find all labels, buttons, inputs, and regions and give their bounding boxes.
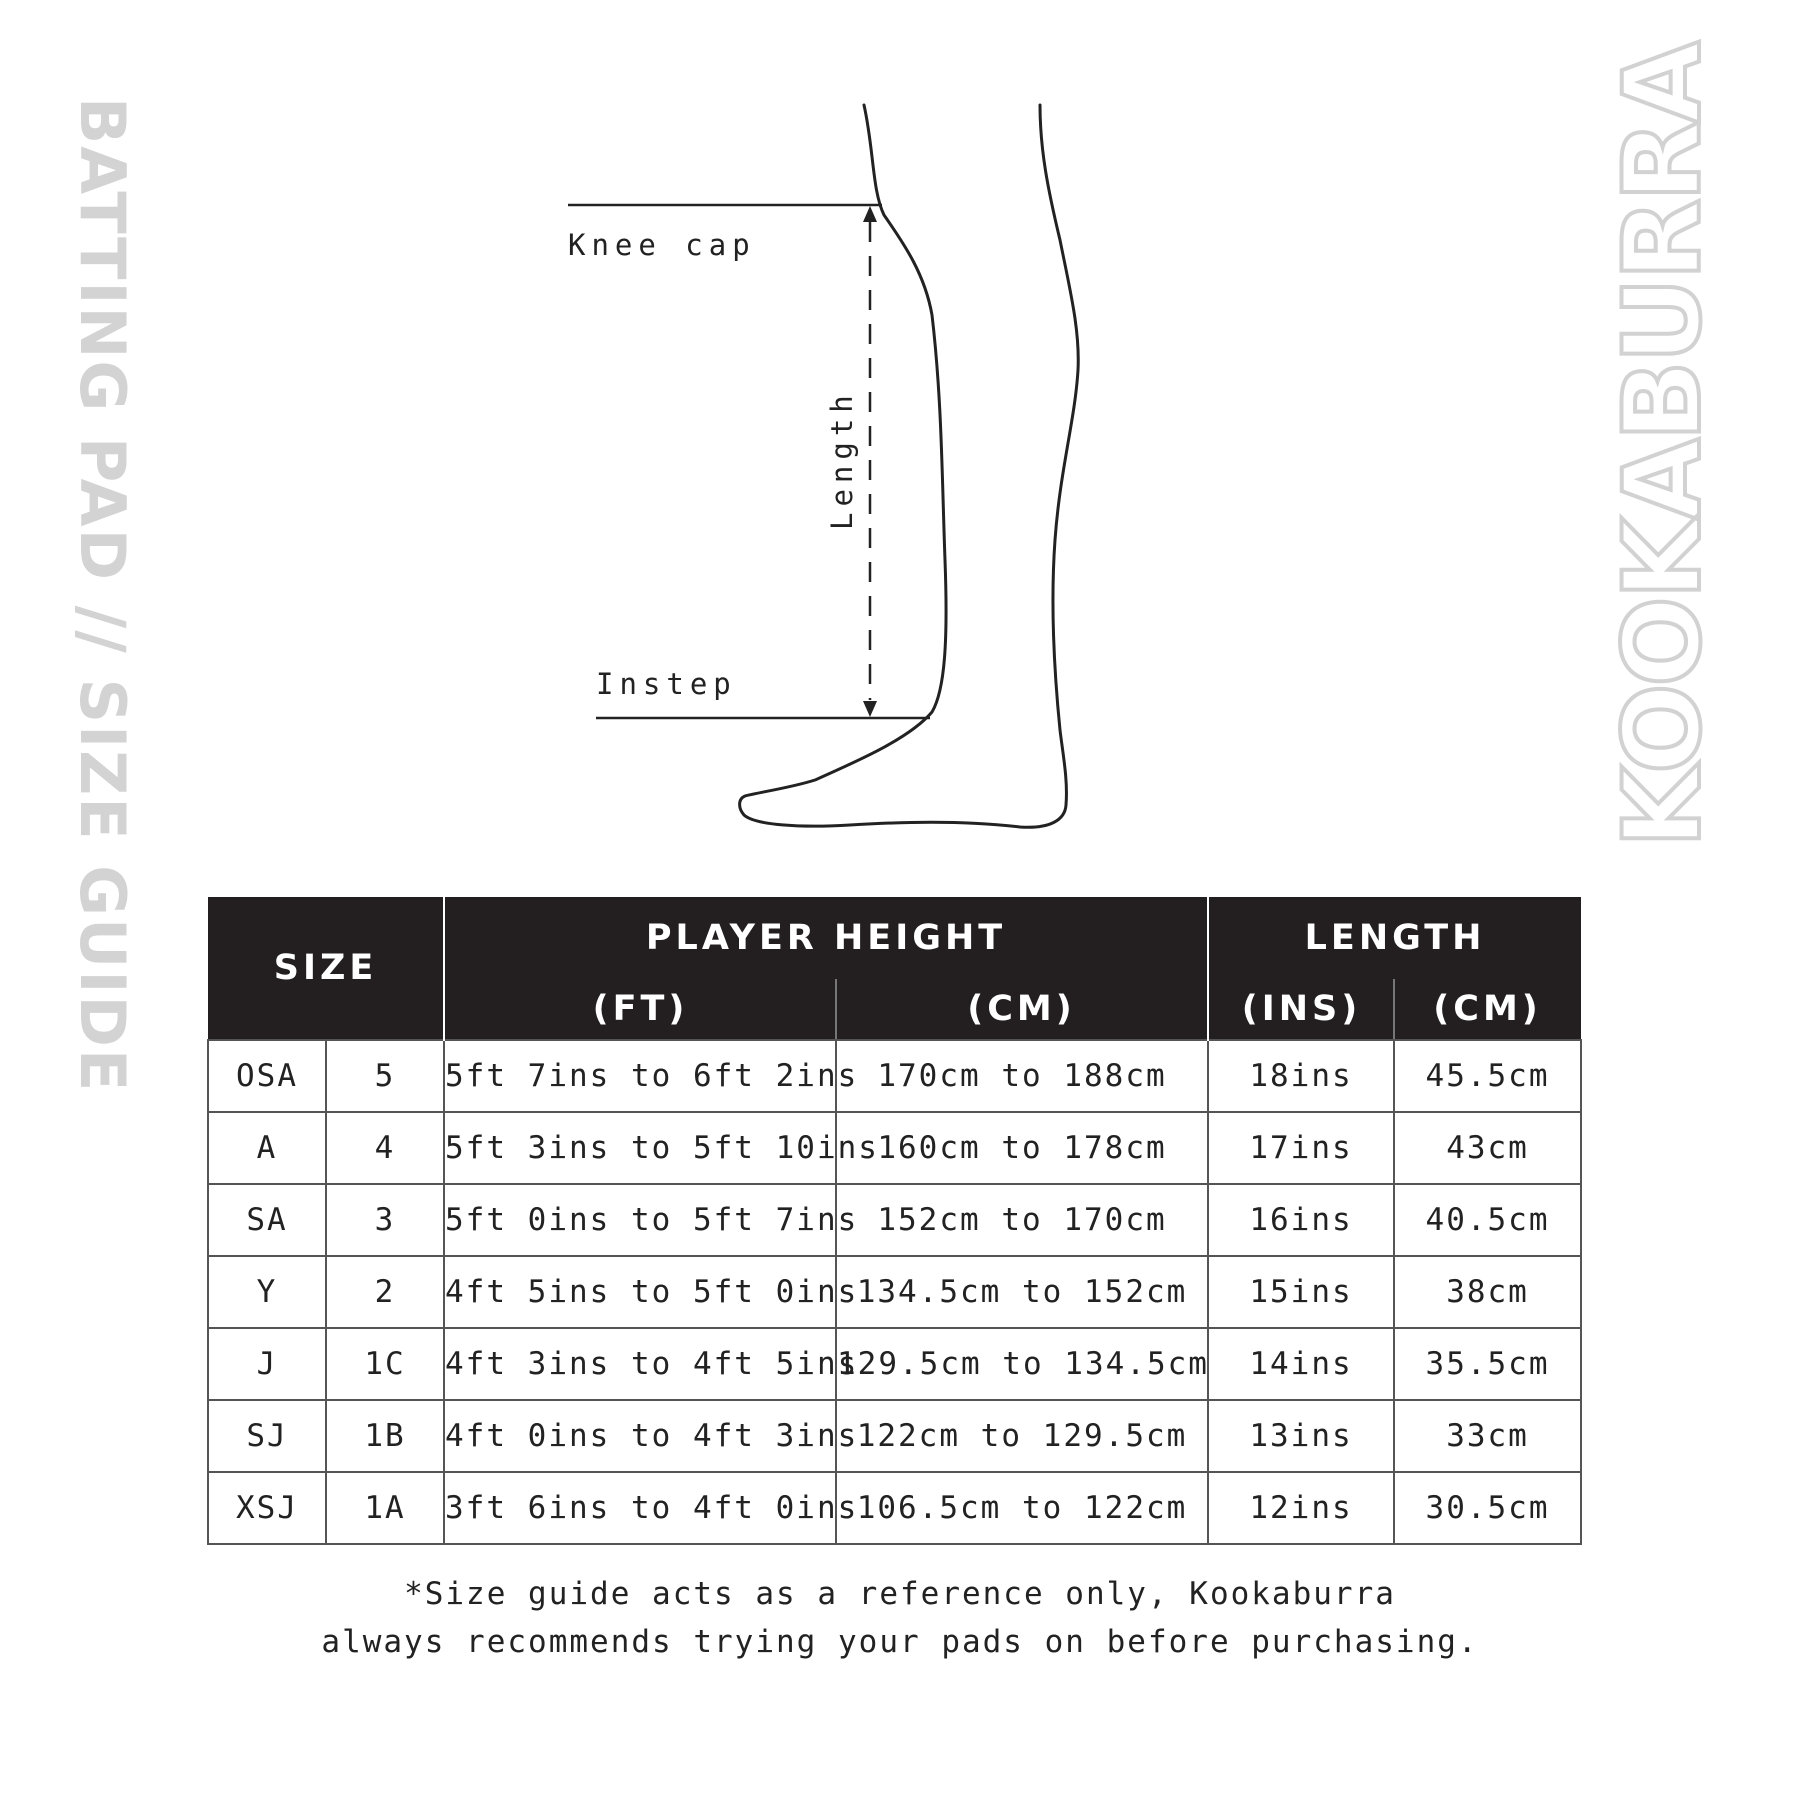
- length-cm: 30.5cm: [1394, 1472, 1581, 1544]
- height-ft: 3ft 6ins to 4ft 0ins: [444, 1472, 836, 1544]
- table-row: [208, 1112, 1581, 1184]
- length-cm: 45.5cm: [1394, 1040, 1581, 1112]
- height-cm: 170cm to 188cm: [836, 1040, 1208, 1112]
- length-cm: 38cm: [1394, 1256, 1581, 1328]
- length-header: LENGTH: [1208, 897, 1581, 979]
- length-cm: 35.5cm: [1394, 1328, 1581, 1400]
- size-code: Y: [208, 1256, 326, 1328]
- table-row: [208, 1256, 1581, 1328]
- footnote: [0, 1570, 1800, 1666]
- length-ins: 15ins: [1208, 1256, 1394, 1328]
- size-table: [207, 897, 1582, 1545]
- size-code: SJ: [208, 1400, 326, 1472]
- table-row: [208, 1472, 1581, 1544]
- height-ft: 4ft 0ins to 4ft 3ins: [444, 1400, 836, 1472]
- length-ins: 17ins: [1208, 1112, 1394, 1184]
- length-cm: 40.5cm: [1394, 1184, 1581, 1256]
- size-number: 4: [326, 1112, 444, 1184]
- sub-header-ft: (FT): [444, 979, 836, 1040]
- height-ft: 5ft 0ins to 5ft 7ins: [444, 1184, 836, 1256]
- size-header: SIZE: [208, 897, 444, 1040]
- knee-cap-label: Knee cap: [568, 228, 756, 262]
- size-number: 5: [326, 1040, 444, 1112]
- footnote-line-1: *Size guide acts as a reference only, Kookaburra: [404, 1576, 1396, 1612]
- length-ins: 16ins: [1208, 1184, 1394, 1256]
- length-ins: 14ins: [1208, 1328, 1394, 1400]
- size-number: 1C: [326, 1328, 444, 1400]
- length-cm: 33cm: [1394, 1400, 1581, 1472]
- size-number: 1B: [326, 1400, 444, 1472]
- arrow-up-icon: [863, 206, 877, 222]
- height-ft: 4ft 3ins to 4ft 5ins: [444, 1328, 836, 1400]
- size-code: J: [208, 1328, 326, 1400]
- footnote-line-2: always recommends trying your pads on before purchasing.: [321, 1624, 1479, 1660]
- table-row: [208, 1328, 1581, 1400]
- brand-logo: KOOKABURRA: [1601, 44, 1724, 848]
- height-cm: 122cm to 129.5cm: [836, 1400, 1208, 1472]
- sub-header-length-cm: (CM): [1394, 979, 1581, 1040]
- height-cm: 106.5cm to 122cm: [836, 1472, 1208, 1544]
- size-code: SA: [208, 1184, 326, 1256]
- instep-label: Instep: [596, 667, 737, 701]
- length-ins: 12ins: [1208, 1472, 1394, 1544]
- arrow-down-icon: [863, 701, 877, 717]
- table-row: [208, 1400, 1581, 1472]
- table-row: [208, 1040, 1581, 1112]
- length-label: Length: [825, 389, 859, 530]
- height-cm: 129.5cm to 134.5cm: [836, 1328, 1208, 1400]
- height-ft: 5ft 7ins to 6ft 2ins: [444, 1040, 836, 1112]
- sub-header-height-cm: (CM): [836, 979, 1208, 1040]
- height-ft: 5ft 3ins to 5ft 10ins: [444, 1112, 836, 1184]
- length-ins: 13ins: [1208, 1400, 1394, 1472]
- length-ins: 18ins: [1208, 1040, 1394, 1112]
- size-number: 2: [326, 1256, 444, 1328]
- size-code: A: [208, 1112, 326, 1184]
- side-title: BATTING PAD // SIZE GUIDE: [66, 97, 139, 1094]
- height-ft: 4ft 5ins to 5ft 0ins: [444, 1256, 836, 1328]
- sub-header-ins: (INS): [1208, 979, 1394, 1040]
- length-cm: 43cm: [1394, 1112, 1581, 1184]
- height-cm: 160cm to 178cm: [836, 1112, 1208, 1184]
- height-cm: 152cm to 170cm: [836, 1184, 1208, 1256]
- table-row: [208, 1184, 1581, 1256]
- height-cm: 134.5cm to 152cm: [836, 1256, 1208, 1328]
- leg-diagram: [0, 0, 1800, 860]
- player-height-header: PLAYER HEIGHT: [444, 897, 1208, 979]
- size-code: XSJ: [208, 1472, 326, 1544]
- size-code: OSA: [208, 1040, 326, 1112]
- size-number: 1A: [326, 1472, 444, 1544]
- size-number: 3: [326, 1184, 444, 1256]
